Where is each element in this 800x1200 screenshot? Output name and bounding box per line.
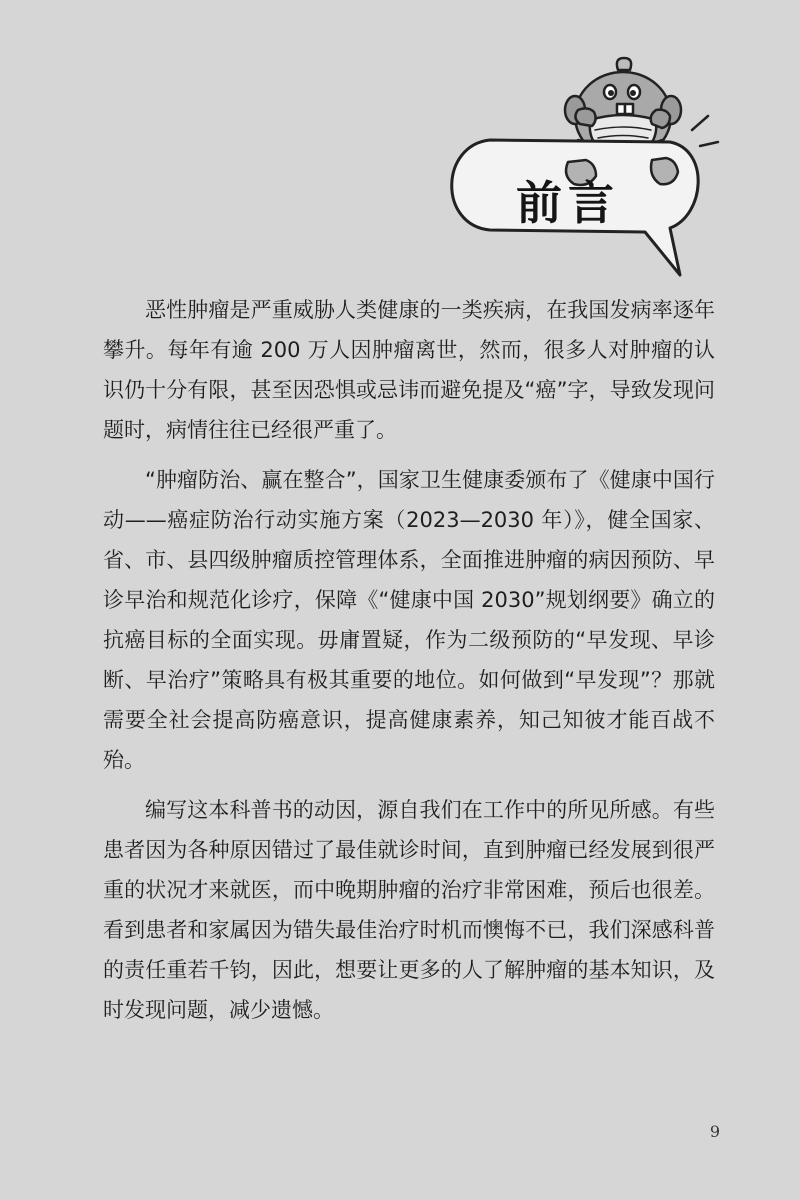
chapter-title: 前言 (516, 176, 620, 230)
paragraph: 恶性肿瘤是严重威胁人类健康的一类疾病，在我国发病率逐年攀升。每年有逾 200 万人因肿瘤离世，然而，很多人对肿瘤的认识仍十分有限，甚至因恐惧或忌讳而避免提及“癌”字，导致发现问题时，病情往往已经很严重了。 (103, 298, 715, 442)
paragraph: 编写这本科普书的动因，源自我们在工作中的所见所感。有些患者因为各种原因错过了最佳就诊时间，直到肿瘤已经发展到很严重的状况才来就医，而中晚期肿瘤的治疗非常困难，预后也很差。看到患者和家属因为错失最佳治疗时机而懊悔不已，我们深感科普的责任重若千钧，因此，想要让更多的人了解肿瘤的基本知识，及时发现问题，减少遗憾。 (103, 798, 715, 1022)
paragraph: “肿瘤防治、赢在整合”，国家卫生健康委颁布了《健康中国行动——癌症防治行动实施方案（2023—2030 年）》，健全国家、省、市、县四级肿瘤质控管理体系，全面推进肿瘤的病因预防、早诊早治和规范化诊疗，保障《“健康中国 2030”规划纲要》确立的抗癌目标的全面实现。毋庸置疑，作为二级预防的“早发现、早诊断、早治疗”策略具有极其重要的地位。如何做到“早发现”？那就需要全社会提高防癌意识，提高健康素养，知己知彼才能百战不殆。 (103, 468, 715, 772)
motion-lines-icon (692, 116, 718, 146)
page-number: 9 (709, 1122, 721, 1141)
body-text (103, 290, 715, 1040)
